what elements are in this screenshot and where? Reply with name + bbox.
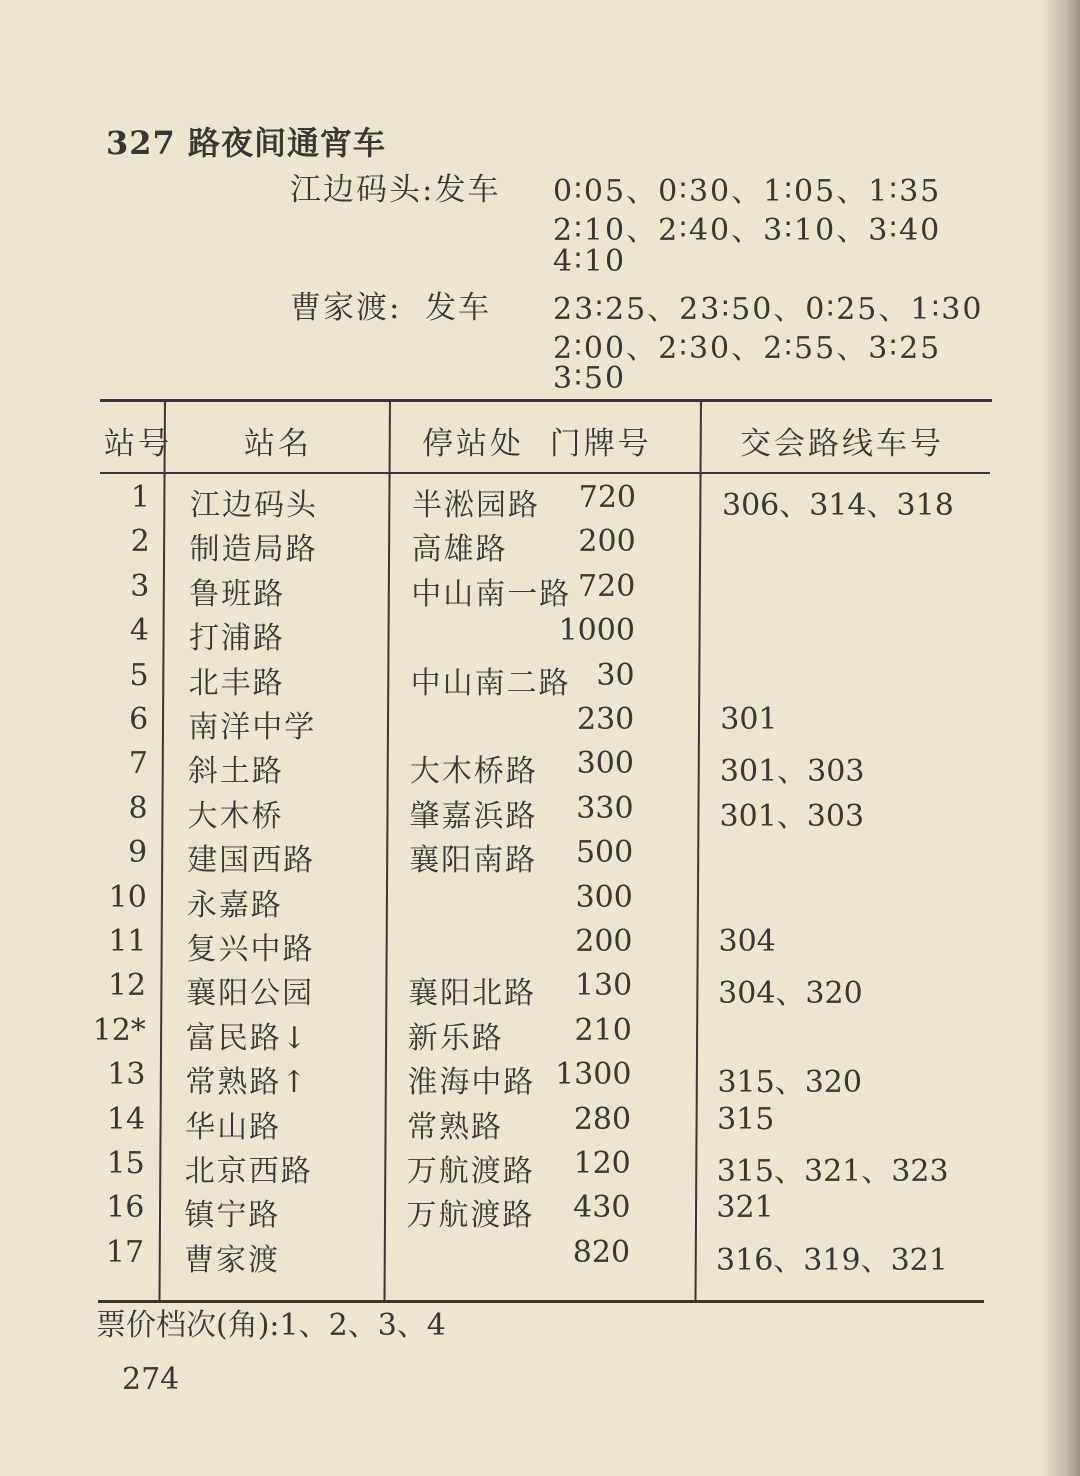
schedule-time: 4∶10 xyxy=(553,244,627,279)
station-name: 襄阳公园 xyxy=(186,976,315,1012)
transfer-routes: 304、320 xyxy=(718,976,863,1012)
stop-road: 中山南一路 xyxy=(411,576,572,612)
schedule-time: 2∶00、2∶30、2∶55、3∶25 xyxy=(553,331,942,366)
house-number: 200 xyxy=(578,524,636,560)
station-name: 大木桥 xyxy=(187,798,284,834)
stop-road: 万航渡路 xyxy=(406,1198,535,1234)
house-number: 30 xyxy=(596,657,635,693)
house-number: 300 xyxy=(576,746,634,782)
station-number: 12* xyxy=(92,1012,146,1048)
header-stop-address: 停站处 门牌号 xyxy=(422,426,652,462)
station-number: 11 xyxy=(108,924,147,959)
station-number: 3 xyxy=(130,568,150,604)
station-number: 15 xyxy=(106,1146,145,1181)
house-number: 120 xyxy=(573,1146,631,1181)
stop-road: 高雄路 xyxy=(411,532,508,568)
transfer-routes: 301、303 xyxy=(719,754,865,790)
station-name: 建国西路 xyxy=(187,843,316,879)
schedule-label-caojiadu: 曹家渡: 发车 xyxy=(290,290,492,326)
station-name: 南洋中学 xyxy=(188,710,317,745)
schedule-time: 0∶05、0∶30、1∶05、1∶35 xyxy=(553,174,942,209)
schedule-time: 2∶10、2∶40、3∶10、3∶40 xyxy=(553,213,942,248)
stop-road: 襄阳南路 xyxy=(409,843,538,879)
station-number: 14 xyxy=(106,1101,146,1137)
column-divider xyxy=(694,399,702,1301)
station-name: 富民路↓ xyxy=(185,1020,309,1056)
page-number: 274 xyxy=(122,1362,180,1397)
house-number: 130 xyxy=(574,968,633,1004)
transfer-routes: 304 xyxy=(718,924,776,959)
stop-road: 襄阳北路 xyxy=(408,976,537,1012)
table-top-rule xyxy=(100,399,992,402)
station-number: 6 xyxy=(129,702,149,737)
house-number: 430 xyxy=(573,1190,631,1226)
station-number: 1 xyxy=(130,480,150,515)
house-number: 230 xyxy=(576,702,635,737)
house-number: 1000 xyxy=(558,613,635,649)
stop-road: 中山南二路 xyxy=(410,665,571,701)
house-number: 280 xyxy=(573,1101,632,1137)
station-number: 9 xyxy=(128,835,148,871)
schedule-time: 3∶50 xyxy=(553,361,627,396)
station-name: 斜土路 xyxy=(187,754,284,790)
column-divider xyxy=(383,399,391,1301)
header-transfer-routes: 交会路线车号 xyxy=(740,426,944,462)
house-number: 720 xyxy=(578,480,636,515)
station-number: 13 xyxy=(107,1057,146,1093)
house-number: 500 xyxy=(575,835,634,871)
house-number: 720 xyxy=(578,568,636,604)
station-name: 北丰路 xyxy=(188,665,285,701)
schedule-label-jiangbian: 江边码头:发车 xyxy=(290,172,501,208)
transfer-routes: 316、319、321 xyxy=(716,1242,948,1278)
house-number: 300 xyxy=(575,879,633,915)
station-number: 4 xyxy=(129,613,149,649)
fare-levels: 票价档次(角):1、2、3、4 xyxy=(96,1308,446,1343)
transfer-routes: 301 xyxy=(720,702,778,737)
stop-road: 淮海中路 xyxy=(407,1065,536,1101)
house-number: 1300 xyxy=(555,1057,632,1093)
station-name: 永嘉路 xyxy=(186,887,283,923)
station-name: 华山路 xyxy=(185,1109,282,1145)
transfer-routes: 306、314、318 xyxy=(722,488,954,523)
station-number: 17 xyxy=(105,1234,145,1270)
transfer-routes: 301、303 xyxy=(719,798,865,834)
stop-road: 新乐路 xyxy=(407,1020,504,1056)
page-title: 327 路夜间通宵车 xyxy=(106,124,386,162)
house-number: 210 xyxy=(574,1012,632,1048)
header-station-number: 站号 xyxy=(104,426,172,462)
station-name: 复兴中路 xyxy=(186,932,315,967)
station-name: 常熟路↑ xyxy=(185,1065,309,1101)
station-number: 8 xyxy=(128,790,148,826)
house-number: 330 xyxy=(576,790,634,826)
station-number: 12 xyxy=(107,968,147,1004)
transfer-routes: 315、321、323 xyxy=(716,1154,949,1189)
transfer-routes: 321 xyxy=(716,1190,774,1226)
station-number: 7 xyxy=(128,746,148,782)
table-header-rule xyxy=(100,472,990,474)
stop-road: 大木桥路 xyxy=(409,754,538,790)
schedule-time: 23∶25、23∶50、0∶25、1∶30 xyxy=(553,292,984,327)
station-name: 北京西路 xyxy=(184,1154,313,1189)
station-number: 5 xyxy=(129,657,149,693)
station-name: 制造局路 xyxy=(189,532,318,568)
house-number: 820 xyxy=(572,1234,631,1270)
station-name: 曹家渡 xyxy=(184,1242,281,1278)
stop-road: 常熟路 xyxy=(407,1109,504,1145)
station-name: 打浦路 xyxy=(188,621,285,657)
stop-road: 万航渡路 xyxy=(406,1154,535,1189)
station-name: 镇宁路 xyxy=(184,1198,281,1234)
stop-road: 肇嘉浜路 xyxy=(409,798,538,834)
station-number: 10 xyxy=(108,879,147,915)
transfer-routes: 315 xyxy=(717,1101,775,1137)
station-number: 16 xyxy=(106,1190,145,1226)
page-edge-shadow xyxy=(1040,0,1080,1476)
house-number: 200 xyxy=(575,924,633,959)
station-name: 江边码头 xyxy=(190,488,318,523)
transfer-routes: 315、320 xyxy=(717,1065,862,1101)
station-name: 鲁班路 xyxy=(189,576,286,612)
stop-road: 半淞园路 xyxy=(412,488,540,523)
station-number: 2 xyxy=(130,524,150,560)
column-divider xyxy=(158,399,166,1301)
header-station-name: 站名 xyxy=(244,426,312,462)
